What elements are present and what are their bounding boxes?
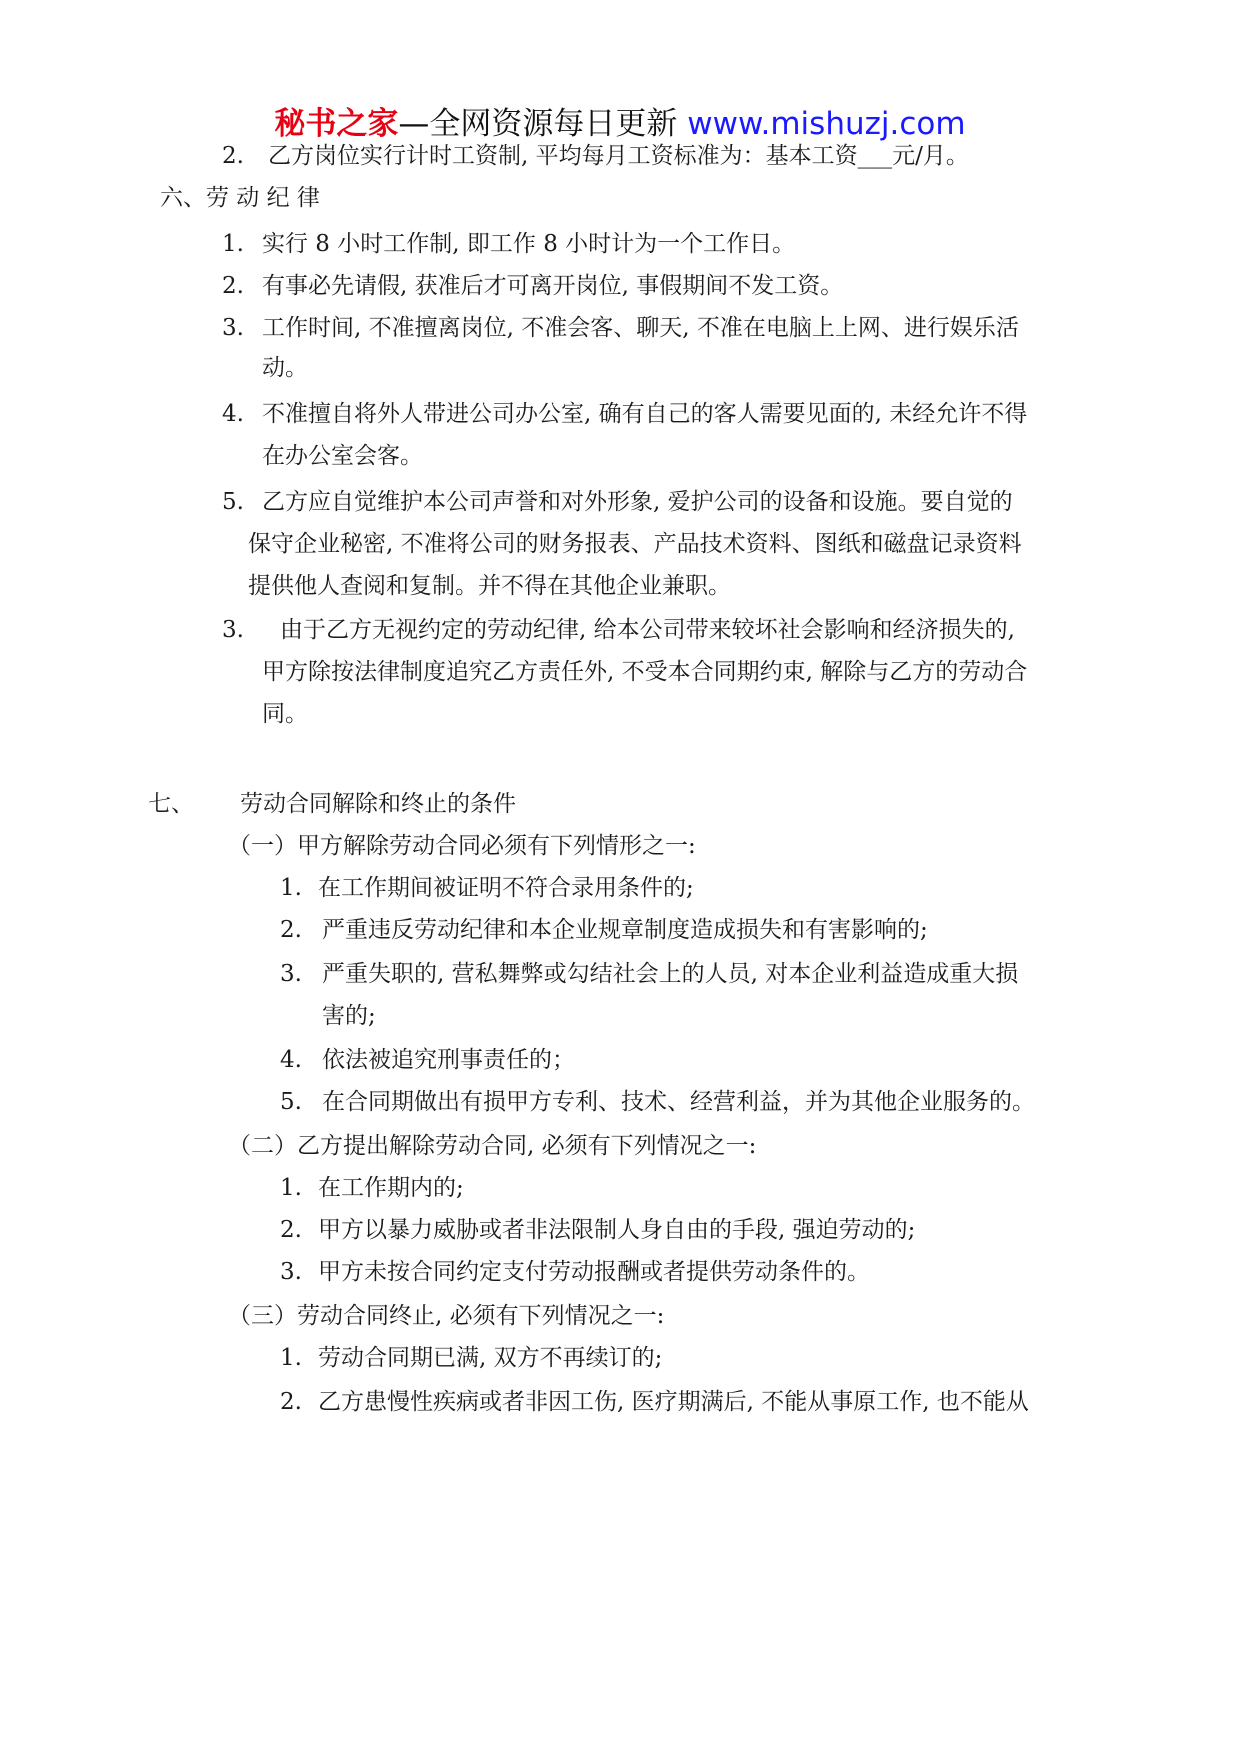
item-text: 有事必先请假, 获准后才可离开岗位, 事假期间不发工资。 (262, 273, 844, 299)
site-brand: 秘书之家 (274, 106, 399, 142)
item-text: 工作时间, 不准擅离岗位, 不准会客、聊天, 不准在电脑上上网、进行娱乐活 (262, 315, 1019, 341)
list-item (280, 1044, 575, 1076)
item-text: 乙方岗位实行计时工资制, 平均每月工资标准为：基本工资___元/月。 (268, 143, 969, 169)
list-item (222, 270, 843, 302)
item-number: 3. (280, 961, 302, 987)
list-item (222, 398, 1027, 430)
site-slogan: —全网资源每日更新 (398, 106, 678, 142)
item-number: 2. (222, 143, 244, 169)
item-text: 严重违反劳动纪律和本企业规章制度造成损失和有害影响的; (322, 917, 928, 943)
item-number: 4. (222, 401, 244, 427)
list-item (280, 1342, 662, 1374)
list-item-continuation: 动。 (262, 355, 308, 381)
section-heading: 六、劳 动 纪 律 (160, 185, 320, 211)
item-number: 2. (280, 917, 302, 943)
list-item (280, 958, 1018, 990)
item-text: 劳动合同期已满, 双方不再续订的; (318, 1345, 663, 1371)
section-title: 劳动合同解除和终止的条件 (240, 791, 516, 817)
item-text: 严重失职的, 营私舞弊或勾结社会上的人员, 对本企业利益造成重大损 (322, 961, 1019, 987)
item-text: 由于乙方无视约定的劳动纪律, 给本公司带来较坏社会影响和经济损失的, (280, 617, 1015, 643)
list-item (222, 312, 1019, 344)
item-text: 乙方应自觉维护本公司声誉和对外形象, 爱护公司的设备和设施。要自觉的 (262, 489, 1013, 515)
list-item-continuation: 同。 (262, 701, 308, 727)
subsection-heading: （三）劳动合同终止, 必须有下列情况之一: (228, 1303, 665, 1329)
list-item-continuation: 提供他人查阅和复制。并不得在其他企业兼职。 (248, 573, 731, 599)
list-item (280, 1256, 870, 1288)
list-item-continuation: 害的; (322, 1003, 376, 1029)
item-number: 3. (280, 1259, 302, 1285)
item-number: 1. (280, 1345, 302, 1371)
section-heading (148, 788, 516, 820)
item-number: 2. (222, 273, 244, 299)
item-number: 3. (222, 315, 244, 341)
item-text: 甲方未按合同约定支付劳动报酬或者提供劳动条件的。 (318, 1259, 870, 1285)
item-text: 甲方以暴力威胁或者非法限制人身自由的手段, 强迫劳动的; (318, 1217, 916, 1243)
item-number: 2. (280, 1389, 302, 1415)
item-text: 依法被追究刑事责任的； (322, 1047, 575, 1073)
list-item-continuation: 在办公室会客。 (262, 443, 423, 469)
list-item (222, 140, 969, 172)
subsection-heading: （一）甲方解除劳动合同必须有下列情形之一: (228, 833, 696, 859)
item-text: 在工作期间被证明不符合录用条件的; (318, 875, 694, 901)
site-url-link[interactable]: www.mishuzj.com (687, 106, 966, 142)
item-text: 实行 8 小时工作制, 即工作 8 小时计为一个工作日。 (262, 231, 796, 257)
item-text: 乙方患慢性疾病或者非因工伤, 医疗期满后, 不能从事原工作, 也不能从 (318, 1389, 1029, 1415)
item-number: 1. (280, 1175, 302, 1201)
list-item (280, 1086, 1035, 1118)
item-text: 不准擅自将外人带进公司办公室, 确有自己的客人需要见面的, 未经允许不得 (262, 401, 1028, 427)
item-text: 在合同期做出有损甲方专利、技术、经营利益，并为其他企业服务的。 (322, 1089, 1035, 1115)
item-number: 5. (280, 1089, 302, 1115)
list-item-continuation: 保守企业秘密, 不准将公司的财务报表、产品技术资料、图纸和磁盘记录资料 (248, 531, 1022, 557)
section-number: 七、 (148, 791, 194, 817)
list-item (280, 1172, 464, 1204)
item-number: 1. (280, 875, 302, 901)
item-number: 2. (280, 1217, 302, 1243)
site-header-banner (0, 104, 1240, 144)
item-text: 在工作期内的; (318, 1175, 464, 1201)
list-item (280, 1386, 1029, 1418)
list-item-continuation: 甲方除按法律制度追究乙方责任外, 不受本合同期约束, 解除与乙方的劳动合 (262, 659, 1028, 685)
list-item (222, 614, 1015, 646)
list-item (280, 1214, 915, 1246)
item-number: 5. (222, 489, 244, 515)
list-item (222, 486, 1013, 518)
list-item (280, 872, 694, 904)
subsection-heading: （二）乙方提出解除劳动合同, 必须有下列情况之一: (228, 1133, 757, 1159)
list-item (280, 914, 928, 946)
item-number: 4. (280, 1047, 302, 1073)
item-number: 3. (222, 617, 244, 643)
item-number: 1. (222, 231, 244, 257)
list-item (222, 228, 795, 260)
